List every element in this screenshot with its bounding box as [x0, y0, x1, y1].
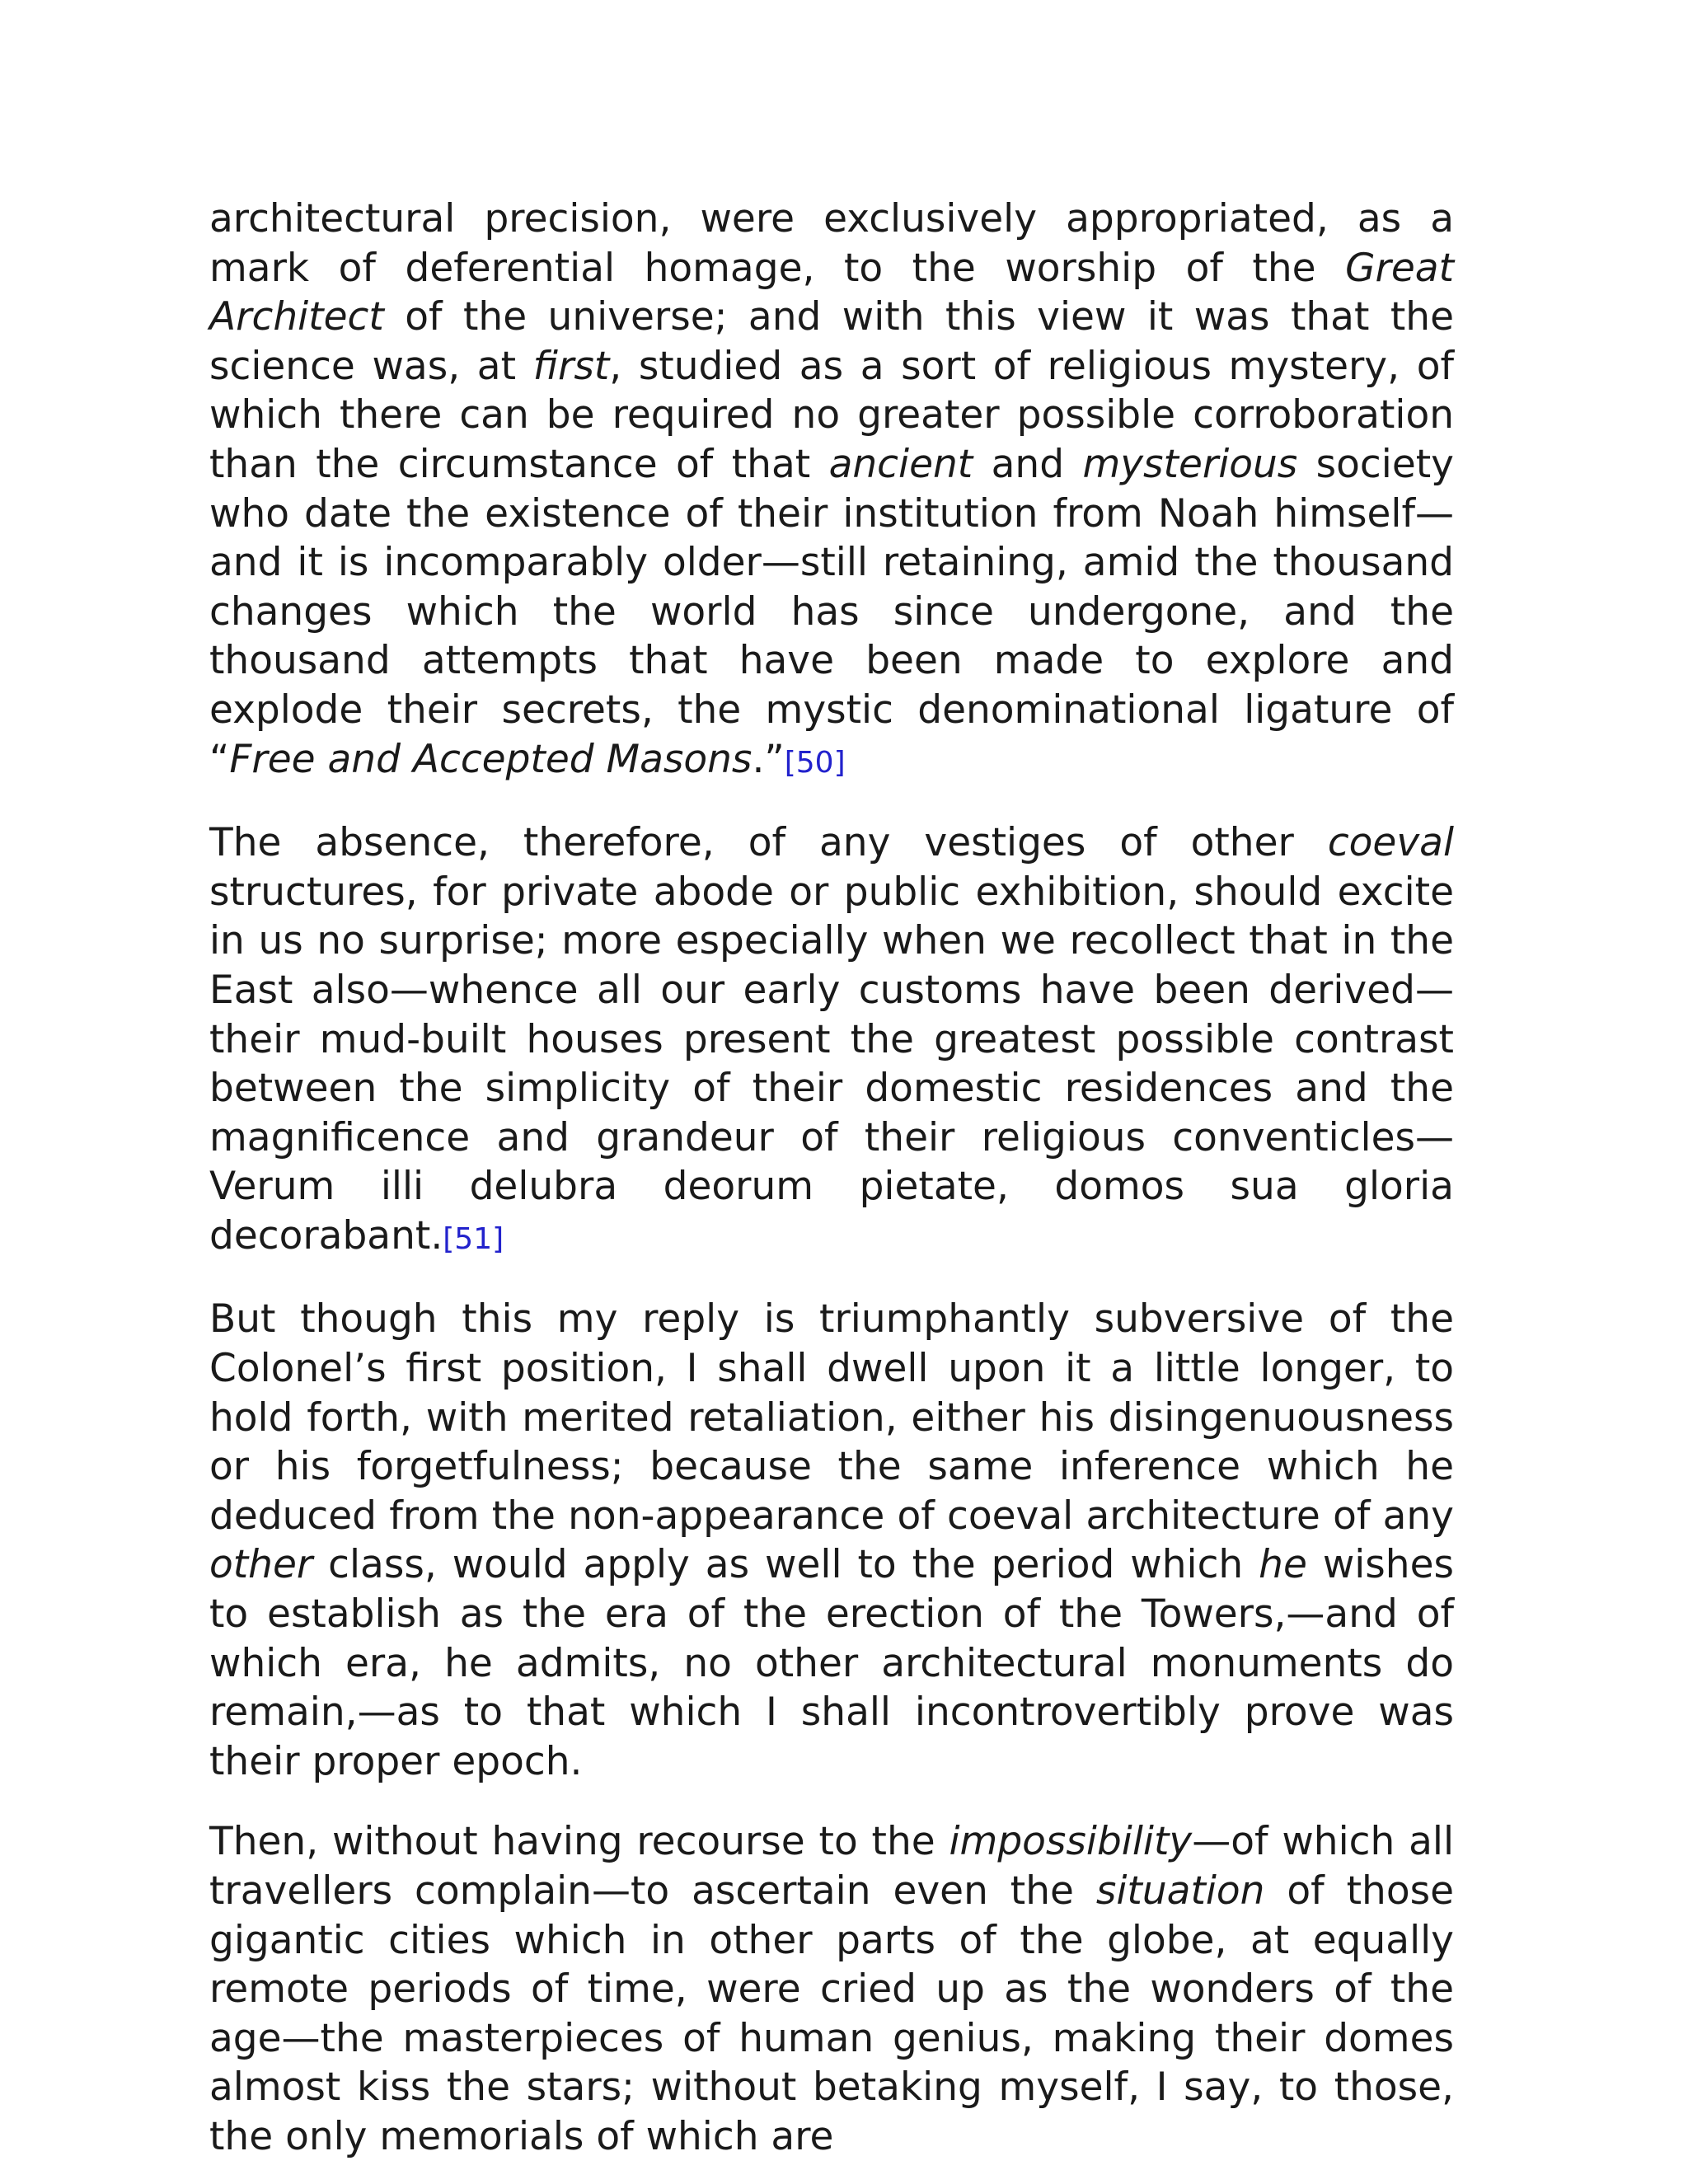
italic-text: impossibility [949, 1819, 1193, 1865]
text-segment: —of which all travellers complain—to ascertain even the [209, 1819, 1455, 1914]
text-segment: , studied as a sort of religious mystery, of which there can be required no greater possible corroboration than the circumstance of that [209, 343, 1454, 487]
document-page [209, 194, 1454, 2162]
italic-text: coeval [1327, 820, 1454, 866]
text-segment: of the universe; and with this view it was that the science was, at [209, 294, 1454, 389]
italic-text: other [209, 1542, 313, 1588]
text-segment: But though this my reply is triumphantly subversive of the Colonel’s first position, I shall dwell upon it a little longer, to hold forth, with merited retaliation, either his disingenuousness or his forgetfulness; because the same inference which he deduced from the non-appearance of coeval architecture of any [209, 1296, 1454, 1539]
italic-text: mysterious [1082, 441, 1298, 487]
text-segment: society who date the existence of their institution from Noah himself—and it is incomparably older—still retaining, amid the thousand changes which the world has since undergone, and the thousand attempts that have been made to explore and explode their secrets, the mystic denominational ligature of “ [209, 441, 1454, 782]
text-segment: structures, for private abode or public exhibition, should excite in us no surprise; more especially when we recollect that in the East also—whence all our early customs have been derived—their mud-built houses present the greatest possible contrast between the simplicity of their domestic residences and the magnificence and grandeur of their religious conventicles—Verum illi delubra deorum pietate, domos sua gloria decorabant. [209, 869, 1454, 1258]
paragraph-3 [209, 1295, 1454, 1786]
text-segment: architectural precision, were exclusively appropriated, as a mark of deferential homage, to the worship of the [209, 196, 1454, 291]
text-segment: class, would apply as well to the period which [312, 1542, 1259, 1588]
italic-text: ancient [828, 441, 973, 487]
paragraph-2 [209, 818, 1454, 1263]
italic-text: first [532, 343, 610, 389]
text-segment: of those gigantic cities which in other parts of the globe, at equally remote periods of time, were cried up as the wonders of the age—the masterpieces of human genius, making their domes almost kiss the stars; without betaking myself, I say, to those, the only memorials of which are [209, 1868, 1454, 2159]
italic-text: Free and Accepted Masons [229, 736, 753, 782]
text-segment: .” [752, 736, 785, 782]
paragraph-4 [209, 1817, 1454, 2161]
italic-text: Great Architect [209, 245, 1454, 340]
paragraph-1 [209, 194, 1454, 787]
footnote-link-51[interactable]: [51] [443, 1221, 504, 1256]
italic-text: situation [1095, 1868, 1265, 1914]
text-segment: The absence, therefore, of any vestiges of other [209, 820, 1328, 866]
italic-text: he [1259, 1542, 1307, 1588]
text-segment: wishes to establish as the era of the erection of the Towers,—and of which era, he admits, no other architectural monuments do remain,—as to that which I shall incontrovertibly prove was their proper epoch. [209, 1542, 1454, 1784]
text-segment: Then, without having recourse to the [209, 1819, 950, 1865]
text-segment: and [973, 441, 1083, 487]
footnote-link-50[interactable]: [50] [784, 745, 846, 780]
